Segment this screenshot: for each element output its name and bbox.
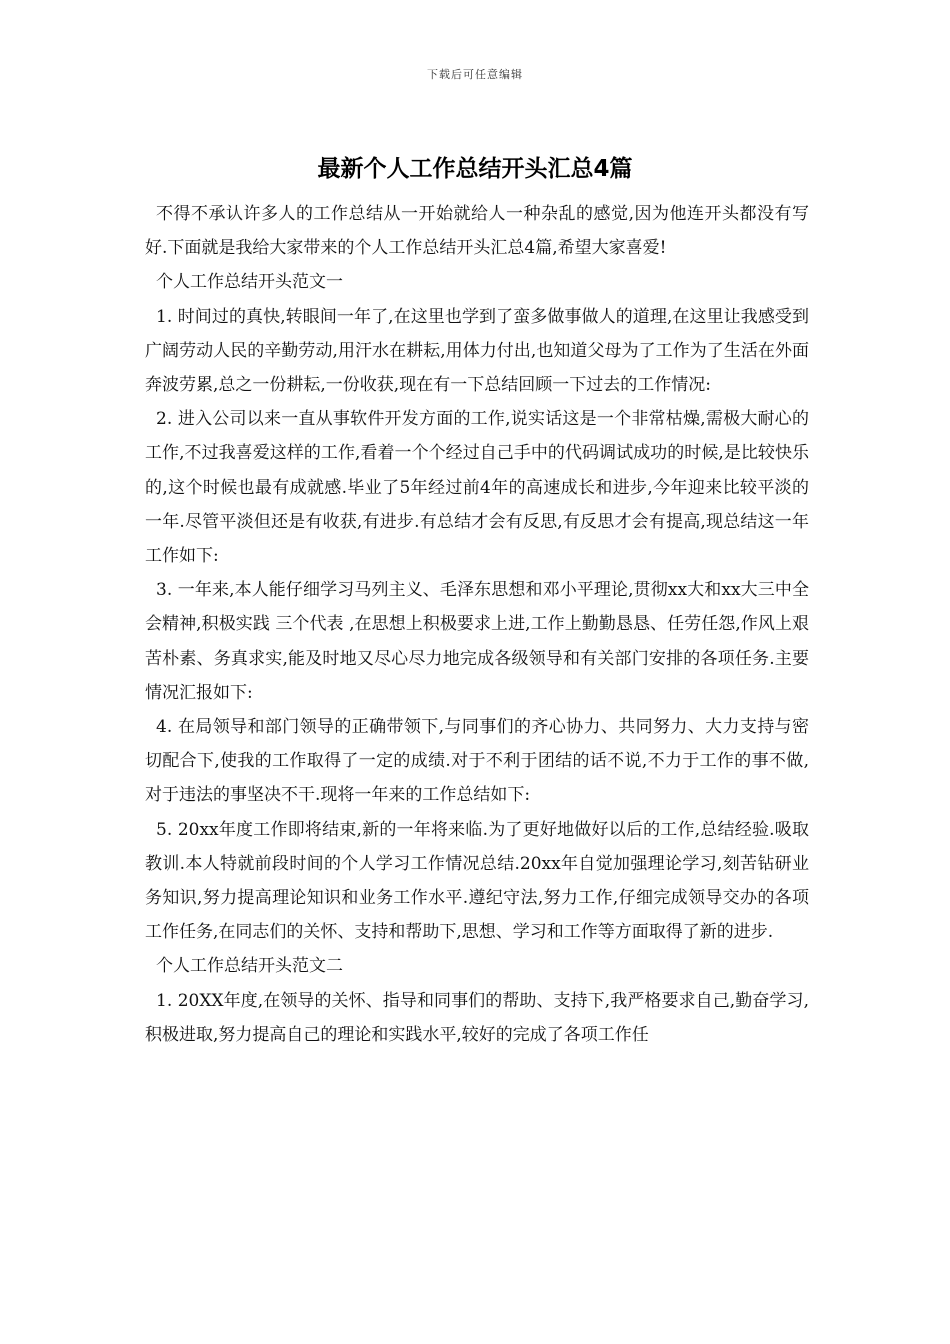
paragraph-item-3: 3. 一年来,本人能仔细学习马列主义、毛泽东思想和邓小平理论,贯彻xx大和xx大三中全会精神,积极实践 三个代表 ,在思想上积极要求上进,工作上勤勤恳恳、任劳任怨,作风上艰苦朴素、务真求实,能及时地又尽心尽力地完成各级领导和有关部门安排的各项任务.主要情况汇报如下:	[145, 580, 809, 703]
header-note: 下载后可任意编辑	[427, 68, 523, 81]
intro-paragraph: 不得不承认许多人的工作总结从一开始就给人一种杂乱的感觉,因为他连开头都没有写好.下面就是我给大家带来的个人工作总结开头汇总4篇,希望大家喜爱!	[145, 204, 809, 259]
paragraph-item-5: 5. 20xx年度工作即将结束,新的一年将来临.为了更好地做好以后的工作,总结经验.吸取教训.本人特就前段时间的个人学习工作情况总结.20xx年自觉加强理论学习,刻苦钻研业务知识,努力提高理论知识和业务工作水平.遵纪守法,努力工作,仔细完成领导交办的各项工作任务,在同志们的关怀、支持和帮助下,思想、学习和工作等方面取得了新的进步.	[145, 819, 809, 943]
paragraph-item-2: 2. 进入公司以来一直从事软件开发方面的工作,说实话这是一个非常枯燥,需极大耐心的工作,不过我喜爱这样的工作,看着一个个经过自己手中的代码调试成功的时候,是比较快乐的,这个时候也最有成就感.毕业了5年经过前4年的高速成长和进步,今年迎来比较平淡的一年.尽管平淡但还是有收获,有进步.有总结才会有反思,有反思才会有提高,现总结这一年工作如下:	[145, 409, 809, 567]
section-heading-one: 个人工作总结开头范文一	[156, 272, 343, 293]
section-heading-two: 个人工作总结开头范文二	[156, 956, 343, 977]
paragraph-item-6: 1. 20XX年度,在领导的关怀、指导和同事们的帮助、支持下,我严格要求自己,勤奋学习,积极进取,努力提高自己的理论和实践水平,较好的完成了各项工作任	[145, 990, 809, 1045]
document-title: 最新个人工作总结开头汇总4篇	[317, 156, 633, 182]
document-body	[145, 197, 809, 1052]
paragraph-item-1: 1. 时间过的真快,转眼间一年了,在这里也学到了蛮多做事做人的道理,在这里让我感受到广阔劳动人民的辛勤劳动,用汗水在耕耘,用体力付出,也知道父母为了工作为了生活在外面奔波劳累,总之一份耕耘,一份收获,现在有一下总结回顾一下过去的工作情况:	[145, 306, 809, 396]
paragraph-item-4: 4. 在局领导和部门领导的正确带领下,与同事们的齐心协力、共同努力、大力支持与密切配合下,使我的工作取得了一定的成绩.对于不利于团结的话不说,不力于工作的事不做,对于违法的事坚决不干.现将一年来的工作总结如下:	[145, 717, 809, 806]
